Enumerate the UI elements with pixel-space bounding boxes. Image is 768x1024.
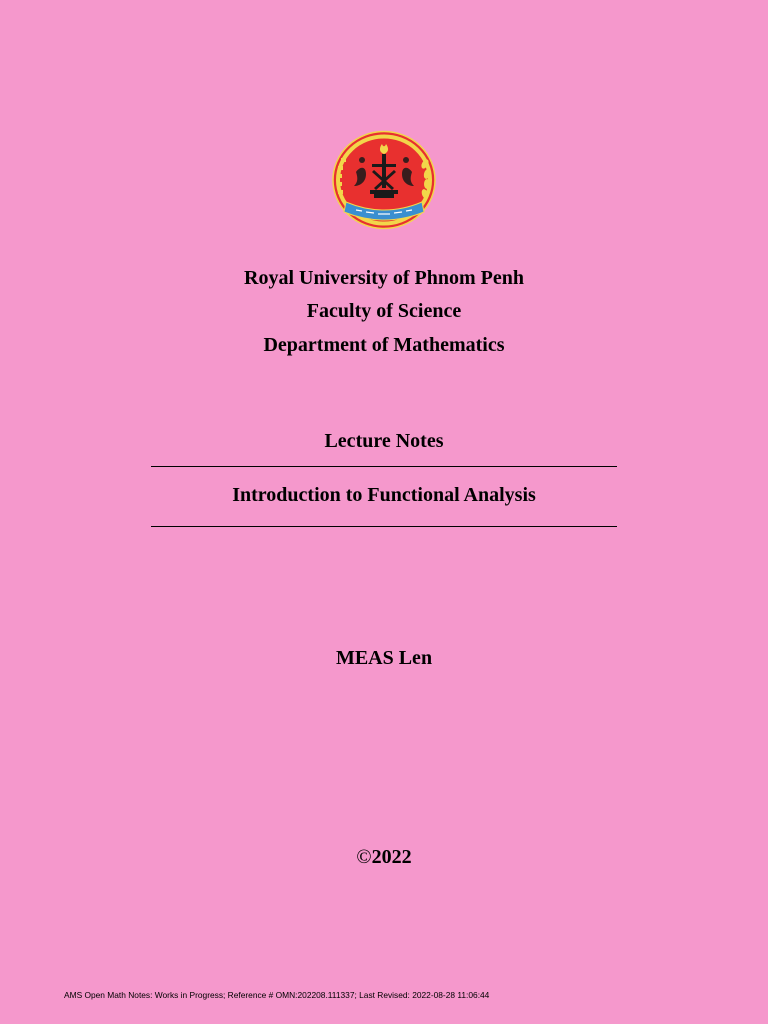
top-title-rule	[151, 466, 617, 467]
university-name: Royal University of Phnom Penh	[244, 267, 524, 289]
department-name: Department of Mathematics	[263, 334, 505, 356]
copyright-symbol: ©	[356, 846, 372, 868]
copyright-line	[0, 845, 768, 869]
faculty-name: Faculty of Science	[306, 300, 462, 322]
copyright-year: 2022	[371, 846, 412, 868]
author-name: MEAS Len	[335, 647, 433, 669]
document-kind: Lecture Notes	[324, 430, 444, 452]
footer-note: AMS Open Math Notes: Works in Progress; Reference # OMN:202208.111337; Last Revised: 2022-08-28 11:06:44	[64, 990, 490, 1000]
bottom-title-rule	[151, 526, 617, 527]
university-seal-icon	[332, 130, 436, 230]
document-title: Introduction to Functional Analysis	[232, 484, 536, 506]
